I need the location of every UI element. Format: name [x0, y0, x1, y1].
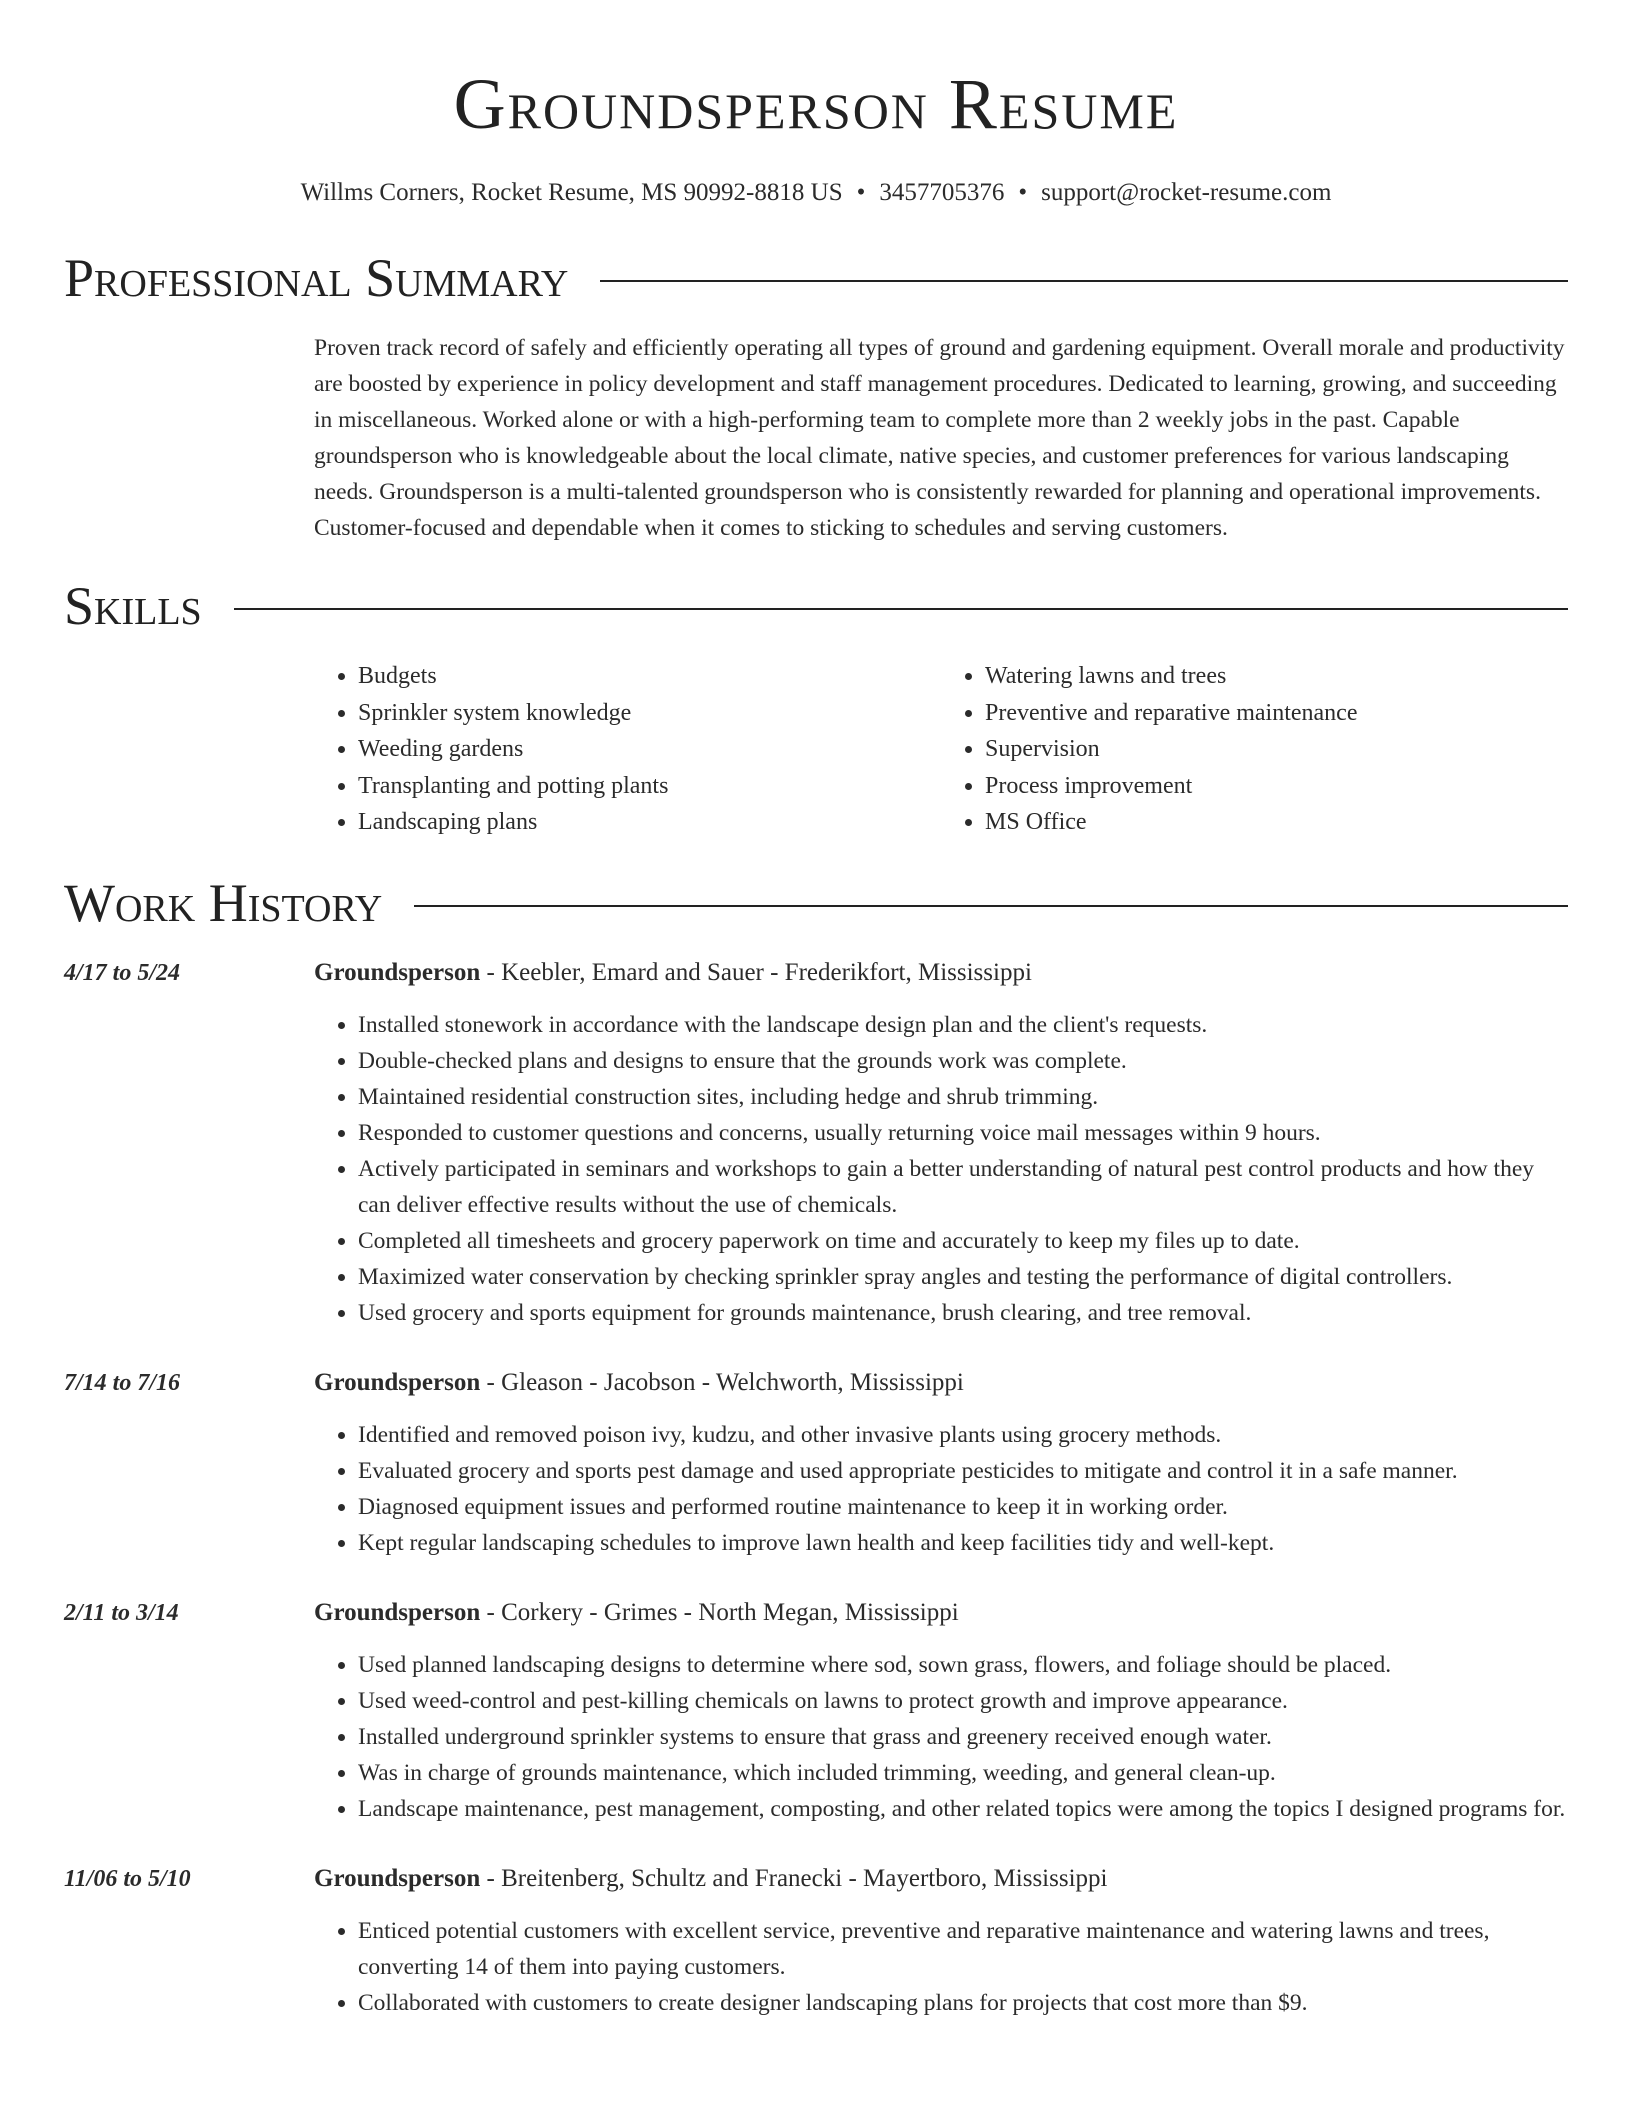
job-bullet: • Evaluated grocery and sports pest damage and used appropriate pesticides to mitigate and control it in a safe manner.	[358, 1453, 1568, 1489]
job-employer: - Breitenberg, Schultz and Franecki - Mayertboro, Mississippi	[480, 1864, 1108, 1892]
job-headline	[314, 1365, 1568, 1401]
job-role: Groundsperson	[314, 1368, 481, 1396]
contact-separator: •	[856, 179, 866, 206]
job-bullets	[314, 1007, 1568, 1331]
job-bullet: • Diagnosed equipment issues and performed routine maintenance to keep it in working order.	[358, 1489, 1568, 1525]
job-bullet: • Used weed-control and pest-killing chemicals on lawns to protect growth and improve appearance.	[358, 1683, 1568, 1719]
job-entry	[64, 1861, 1568, 2021]
job-headline	[314, 955, 1568, 991]
skill-item: • Supervision	[985, 731, 1568, 768]
summary-heading: Professional Summary	[64, 248, 569, 308]
contact-phone: 3457705376	[879, 179, 1005, 206]
contact-address: Willms Corners, Rocket Resume, MS 90992-8818 US	[300, 179, 843, 206]
job-bullet: • Double-checked plans and designs to ensure that the grounds work was complete.	[358, 1043, 1568, 1079]
job-bullet: • Kept regular landscaping schedules to improve lawn health and keep facilities tidy and well-kept.	[358, 1525, 1568, 1561]
job-dates: 7/14 to 7/16	[64, 1369, 181, 1396]
skill-item: • Process improvement	[985, 768, 1568, 805]
job-employer: - Keebler, Emard and Sauer - Frederikfort, Mississippi	[480, 958, 1032, 986]
skill-item: • Budgets	[358, 658, 941, 695]
resume-title: Groundsperson Resume	[453, 64, 1179, 144]
job-entry	[64, 1595, 1568, 1827]
work-heading: Work History	[64, 872, 383, 933]
job-bullet: • Used grocery and sports equipment for grounds maintenance, brush clearing, and tree removal.	[358, 1295, 1568, 1331]
skill-item: • Transplanting and potting plants	[358, 768, 941, 805]
job-entry	[64, 955, 1568, 1331]
job-bullet: • Maintained residential construction sites, including hedge and shrub trimming.	[358, 1079, 1568, 1115]
skills-heading: Skills	[64, 576, 202, 636]
job-bullet: • Installed underground sprinkler systems to ensure that grass and greenery received enough water.	[358, 1719, 1568, 1755]
job-bullet: • Maximized water conservation by checking sprinkler spray angles and testing the performance of digital controllers.	[358, 1259, 1568, 1295]
skills-list-left	[314, 658, 941, 841]
job-bullet: • Collaborated with customers to create designer landscaping plans for projects that cost more than $9.	[358, 1985, 1568, 2021]
job-bullet: • Actively participated in seminars and workshops to gain a better understanding of natural pest control products and how they can deliver effective results without the use of chemicals.	[358, 1151, 1568, 1223]
job-headline	[314, 1595, 1568, 1631]
job-employer: - Corkery - Grimes - North Megan, Mississippi	[480, 1598, 959, 1626]
job-dates: 11/06 to 5/10	[64, 1865, 191, 1892]
skill-item: • Weeding gardens	[358, 731, 941, 768]
job-role: Groundsperson	[314, 958, 481, 986]
contact-line	[0, 176, 1632, 210]
job-dates: 2/11 to 3/14	[64, 1599, 179, 1626]
job-bullet: • Completed all timesheets and grocery paperwork on time and accurately to keep my files up to date.	[358, 1223, 1568, 1259]
job-bullet: • Installed stonework in accordance with the landscape design plan and the client's requests.	[358, 1007, 1568, 1043]
job-bullets	[314, 1913, 1568, 2021]
skill-item: • Preventive and reparative maintenance	[985, 695, 1568, 732]
job-employer: - Gleason - Jacobson - Welchworth, Mississippi	[480, 1368, 964, 1396]
job-bullet: • Used planned landscaping designs to determine where sod, sown grass, flowers, and foliage should be placed.	[358, 1647, 1568, 1683]
section-rule	[414, 905, 1568, 907]
skill-item: • Landscaping plans	[358, 804, 941, 841]
job-bullets	[314, 1647, 1568, 1827]
job-bullet: • Enticed potential customers with excellent service, preventive and reparative maintenance and watering lawns and trees, converting 14 of them into paying customers.	[358, 1913, 1568, 1985]
summary-paragraph: Proven track record of safely and efficiently operating all types of ground and gardening equipment. Overall morale and productivity are boosted by experience in policy development and staff management procedures. Dedicated to learning, growing, and succeeding in miscellaneous. Worked alone or with a high-performing team to complete more than 2 weekly jobs in the past. Capable groundsperson who is knowledgeable about the local climate, native species, and customer preferences for various landscaping needs. Groundsperson is a multi-talented groundsperson who is consistently rewarded for planning and operational improvements. Customer-focused and dependable when it comes to sticking to schedules and serving customers.	[314, 335, 1565, 541]
job-bullets	[314, 1417, 1568, 1561]
skill-item: • MS Office	[985, 804, 1568, 841]
job-role: Groundsperson	[314, 1864, 481, 1892]
skill-item: • Sprinkler system knowledge	[358, 695, 941, 732]
job-role: Groundsperson	[314, 1598, 481, 1626]
summary-section-header	[64, 244, 1568, 312]
contact-email: support@rocket-resume.com	[1041, 179, 1332, 206]
skills-section-header	[64, 572, 1568, 640]
job-bullet: • Responded to customer questions and concerns, usually returning voice mail messages within 9 hours.	[358, 1115, 1568, 1151]
skills-columns	[314, 658, 1568, 841]
job-bullet: • Was in charge of grounds maintenance, which included trimming, weeding, and general clean-up.	[358, 1755, 1568, 1791]
contact-separator: •	[1018, 179, 1028, 206]
skills-list-right	[941, 658, 1568, 841]
section-rule	[600, 280, 1568, 282]
job-dates: 4/17 to 5/24	[64, 959, 181, 986]
section-rule	[234, 608, 1568, 610]
skill-item: • Watering lawns and trees	[985, 658, 1568, 695]
job-bullet: • Landscape maintenance, pest management, composting, and other related topics were among the topics I designed programs for.	[358, 1791, 1568, 1827]
job-bullet: • Identified and removed poison ivy, kudzu, and other invasive plants using grocery methods.	[358, 1417, 1568, 1453]
work-section-header	[64, 869, 1568, 937]
job-entry	[64, 1365, 1568, 1561]
job-headline	[314, 1861, 1568, 1897]
